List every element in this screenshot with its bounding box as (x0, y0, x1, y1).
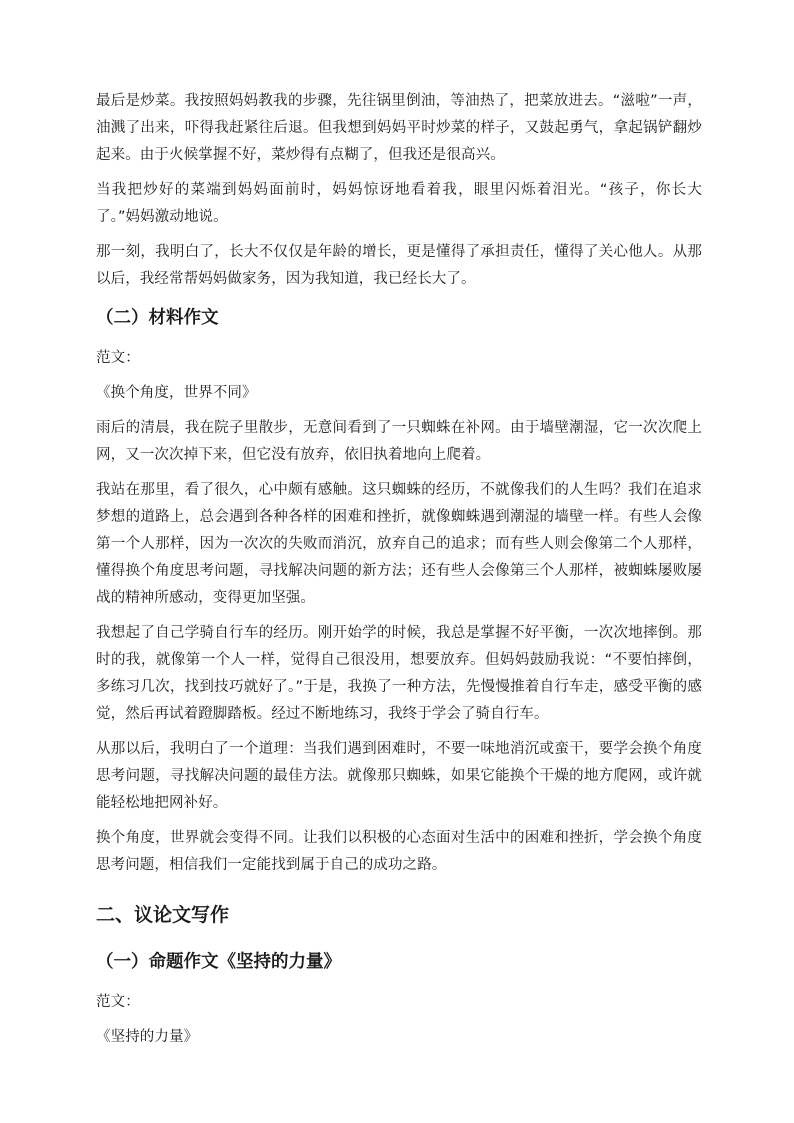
essay-title-change-perspective: 《换个角度，世界不同》 (96, 385, 257, 401)
paragraph-conclusion: 换个角度，世界就会变得不同。让我们以积极的心态面对生活中的困难和挫折，学会换个角度思考问题，相信我们一定能找到属于自己的成功之路。 (96, 830, 702, 873)
heading-material-essay: （二）材料作文 (96, 308, 219, 328)
paragraph-stir-fry: 最后是炒菜。我按照妈妈教我的步骤，先往锅里倒油，等油热了，把菜放进去。“滋啦”一声，油溅了出来，吓得我赶紧往后退。但我想到妈妈平时炒菜的样子，又鼓起勇气，拿起锅铲翻炒起来。由于火候掌握不好，菜炒得有点糊了，但我还是很高兴。 (96, 93, 702, 163)
paragraph-reflection: 我站在那里，看了很久，心中颇有感触。这只蜘蛛的经历，不就像我们的人生吗？我们在追求梦想的道路上，总会遇到各种各样的困难和挫折，就像蜘蛛遇到潮湿的墙壁一样。有些人会像第一个人那样，因为一次次的失败而消沉，放弃自己的追求；而有些人则会像第二个人那样，懂得换个角度思考问题，寻找解决问题的新方法；还有些人会像第三个人那样，被蜘蛛屡败屡战的精神所感动，变得更加坚强。 (96, 482, 702, 606)
paragraph-bicycle: 我想起了自己学骑自行车的经历。刚开始学的时候，我总是掌握不好平衡，一次次地摔倒。那时的我，就像第一个人一样，觉得自己很没用，想要放弃。但妈妈鼓励我说：“不要怕摔倒，多练习几次，找到技巧就好了。”于是，我换了一种方法，先慢慢推着自行车走，感受平衡的感觉，然后再试着蹬脚踏板。经过不断地练习，我终于学会了骑自行车。 (96, 625, 702, 722)
heading-propositional-essay: （一）命题作文《坚持的力量》 (96, 952, 341, 972)
document-body (96, 88, 702, 1059)
paragraph-lesson: 从那以后，我明白了一个道理：当我们遇到困难时，不要一味地消沉或蛮干，要学会换个角度思考问题，寻找解决问题的最佳方法。就像那只蜘蛛，如果它能换个干燥的地方爬网，或许就能轻松地把网补好。 (96, 741, 702, 811)
label-sample-essay: 范文： (96, 350, 140, 366)
paragraph-growing-up: 那一刻，我明白了，长大不仅仅是年龄的增长，更是懂得了承担责任，懂得了关心他人。从那以后，我经常帮妈妈做家务，因为我知道，我已经长大了。 (96, 244, 702, 287)
label-sample-essay-2: 范文： (96, 994, 140, 1010)
paragraph-spider-web: 雨后的清晨，我在院子里散步，无意间看到了一只蜘蛛在补网。由于墙壁潮湿，它一次次爬上网，又一次次掉下来，但它没有放弃，依旧执着地向上爬着。 (96, 420, 702, 463)
paragraph-mother-surprised: 当我把炒好的菜端到妈妈面前时，妈妈惊讶地看着我，眼里闪烁着泪光。“孩子，你长大了。”妈妈激动地说。 (96, 182, 702, 225)
essay-title-persistence: 《坚持的力量》 (96, 1029, 199, 1045)
heading-argumentative-writing: 二、议论文写作 (96, 904, 230, 926)
